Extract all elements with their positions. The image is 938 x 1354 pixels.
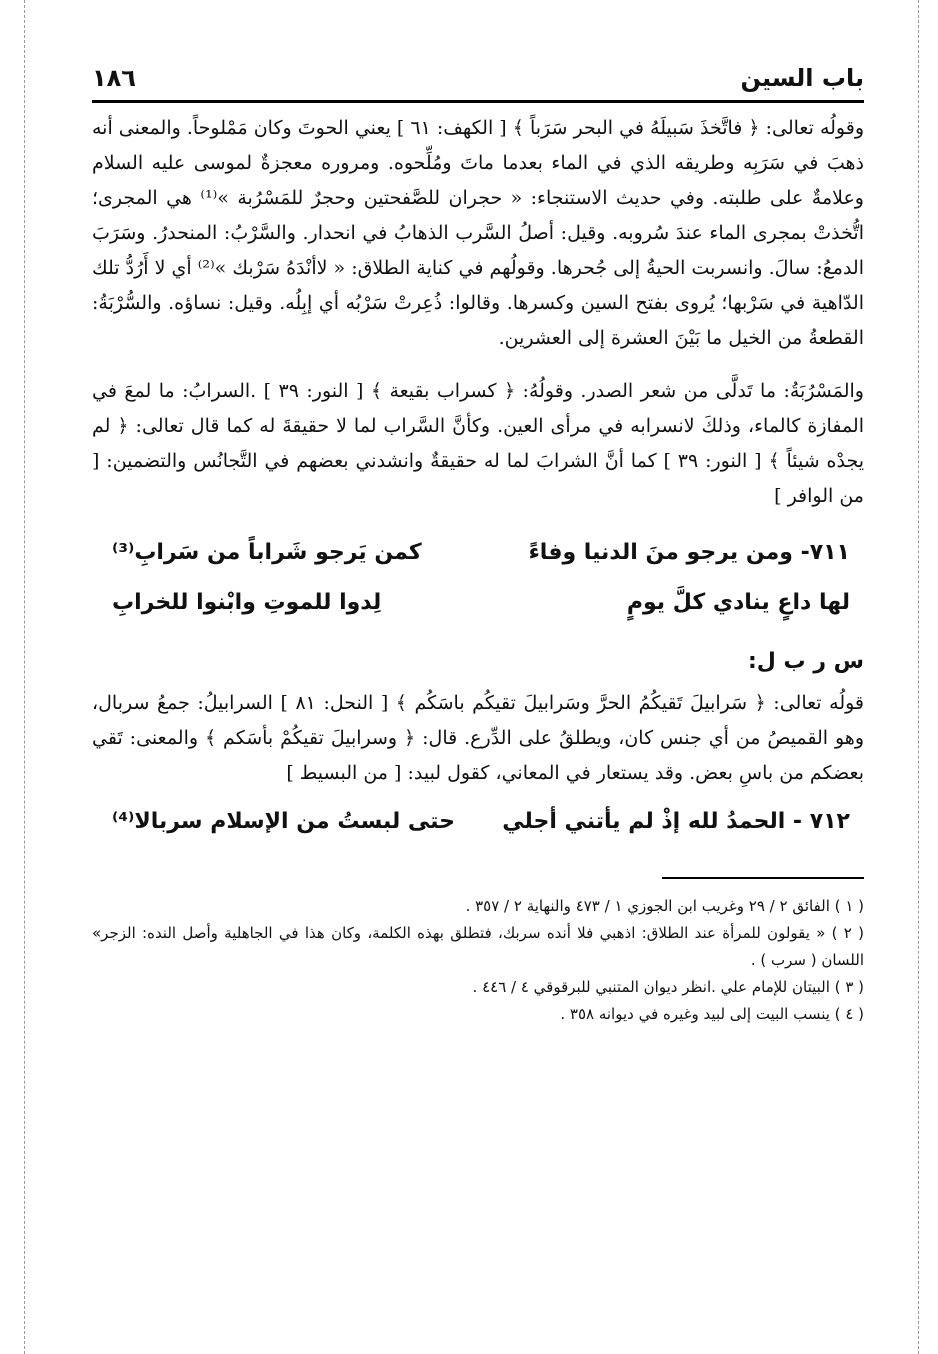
chapter-title: باب السين <box>740 64 864 92</box>
verse-711-line-1 <box>92 528 864 578</box>
verse-hemistich-right: ٧١٢ - الحمدُ لله إذْ لم يأتني أجلي <box>502 809 850 834</box>
footnote-separator <box>662 877 864 879</box>
footnotes <box>92 893 864 1028</box>
verse-hemistich-right: لها داعٍ ينادي كلَّ يومٍ <box>626 590 850 615</box>
footnote-4: ( ٤ ) ينسب البيت إلى لبيد وغيره في ديوانه ٣٥٨ . <box>560 1005 864 1023</box>
verse-712 <box>92 797 864 847</box>
paragraph-sarabil: قولُه تعالى: ﴿ سَرابيلَ تَقيكُمُ الحرَّ وسَرابيلَ تقيكُم باسَكُم ﴾ [ النحل: ٨١ ] السرابيلُ: جمعُ سربال، وهو القميصُ من أي جنس كان، ويطلقُ على الدِّرع. قال: ﴿ وسرابيلَ تقيكُمْ بأسَكم ﴾ والمعنى: تَقي بعضكم من باسِ بعض. وقد يستعار في المعاني، كقول لبيد: [ من البسيط ] <box>92 692 865 784</box>
paragraph-masruba: والمَسْرُبَةُ: ما تَدلَّى من شعر الصدر. وقولُهُ: ﴿ كسراب بقيعة ﴾ [ النور: ٣٩ ] .السرابُ: ما لمعَ في المفازة كالماء، وذلكَ لانسرابه في مرأى العين. وكأنَّ السَّراب لما لا حقيقةَ له كما قال تعالى: ﴿ لم يجدْه شيئاً ﴾ [ النور: ٣٩ ] كما أنَّ الشرابَ لما له حقيقةٌ وانشدني بعضهم في التَّجانُس والتضمين: [ من الوافر ] <box>92 380 864 507</box>
verse-hemistich-left: كمن يَرجو شَراباً من سَرابِ⁽³⁾ <box>112 540 422 565</box>
verse-hemistich-left: لِدوا للموتِ وابْنوا للخرابِ <box>112 590 382 615</box>
paragraph-sarab: وقولُه تعالى: ﴿ فاتَّخذَ سَبيلَهُ في البحر سَرَباً ﴾ [ الكهف: ٦١ ] يعني الحوتَ وكان مَمْلوحاً. والمعنى أنه ذهبَ في سَرَبِه وطريقه الذي في الماء بعدما ماتَ ومُلِّحوه. ومروره معجزةٌ لموسى عليه السلام وعلامةٌ على طلبته. وفي حديث الاستنجاء: « حجران للصَّفحتين وحجرٌ للمَسْرُبة »⁽¹⁾ هي المجرى؛ اتُّخذتْ بمجرى الماء عندَ سُروبه. وقيل: أصلُ السَّرب الذهابُ في انحدار. والسَّرْبُ: المنحدرُ. وسَرَبَ الدمعُ: سالَ. وانسربت الحيةُ إلى جُحرها. وقولُهم في كناية الطلاق: « لاأنْدَهُ سَرْبك »⁽²⁾ أي لا أَرُدُّ تلك الدّاهية في سَرْبها؛ يُروى بفتح السين وكسرها. وقالوا: ذُعِرتْ سَرْبُه أي إبِلُه. وقيل: نساؤه. والسُّرْبَةُ: القطعةُ من الخيل ما بَيْنَ العشرة إلى العشرين. <box>92 117 864 349</box>
page-number: ١٨٦ <box>92 64 136 92</box>
page-header <box>92 56 864 103</box>
scan-guide-line-right <box>918 0 919 1354</box>
footnote-2: ( ٢ ) « يقولون للمرأة عند الطلاق: اذهبي فلا أنده سربك، فتطلق بهذه الكلمة، وكان هذا في الجاهلية وأصل النده: الزجر» اللسان ( سرب ) . <box>92 924 864 969</box>
verse-711-line-2 <box>92 578 864 628</box>
footnote-1: ( ١ ) الفائق ٢ / ٢٩ وغريب ابن الجوزي ١ / ٤٧٣ والنهاية ٢ / ٣٥٧ . <box>465 897 864 915</box>
root-heading-srbl: س ر ب ل: <box>748 649 864 674</box>
footnote-3: ( ٣ ) البيتان للإمام علي .انظر ديوان المتنبي للبرقوقي ٤ / ٤٤٦ . <box>472 978 864 996</box>
verse-hemistich-left: حتى لبستُ من الإسلام سربالا⁽⁴⁾ <box>112 809 455 834</box>
scan-guide-line-left <box>24 0 25 1354</box>
verse-hemistich-right: ٧١١- ومن يرجو منَ الدنيا وفاءً <box>528 540 850 565</box>
book-page <box>92 56 864 1028</box>
